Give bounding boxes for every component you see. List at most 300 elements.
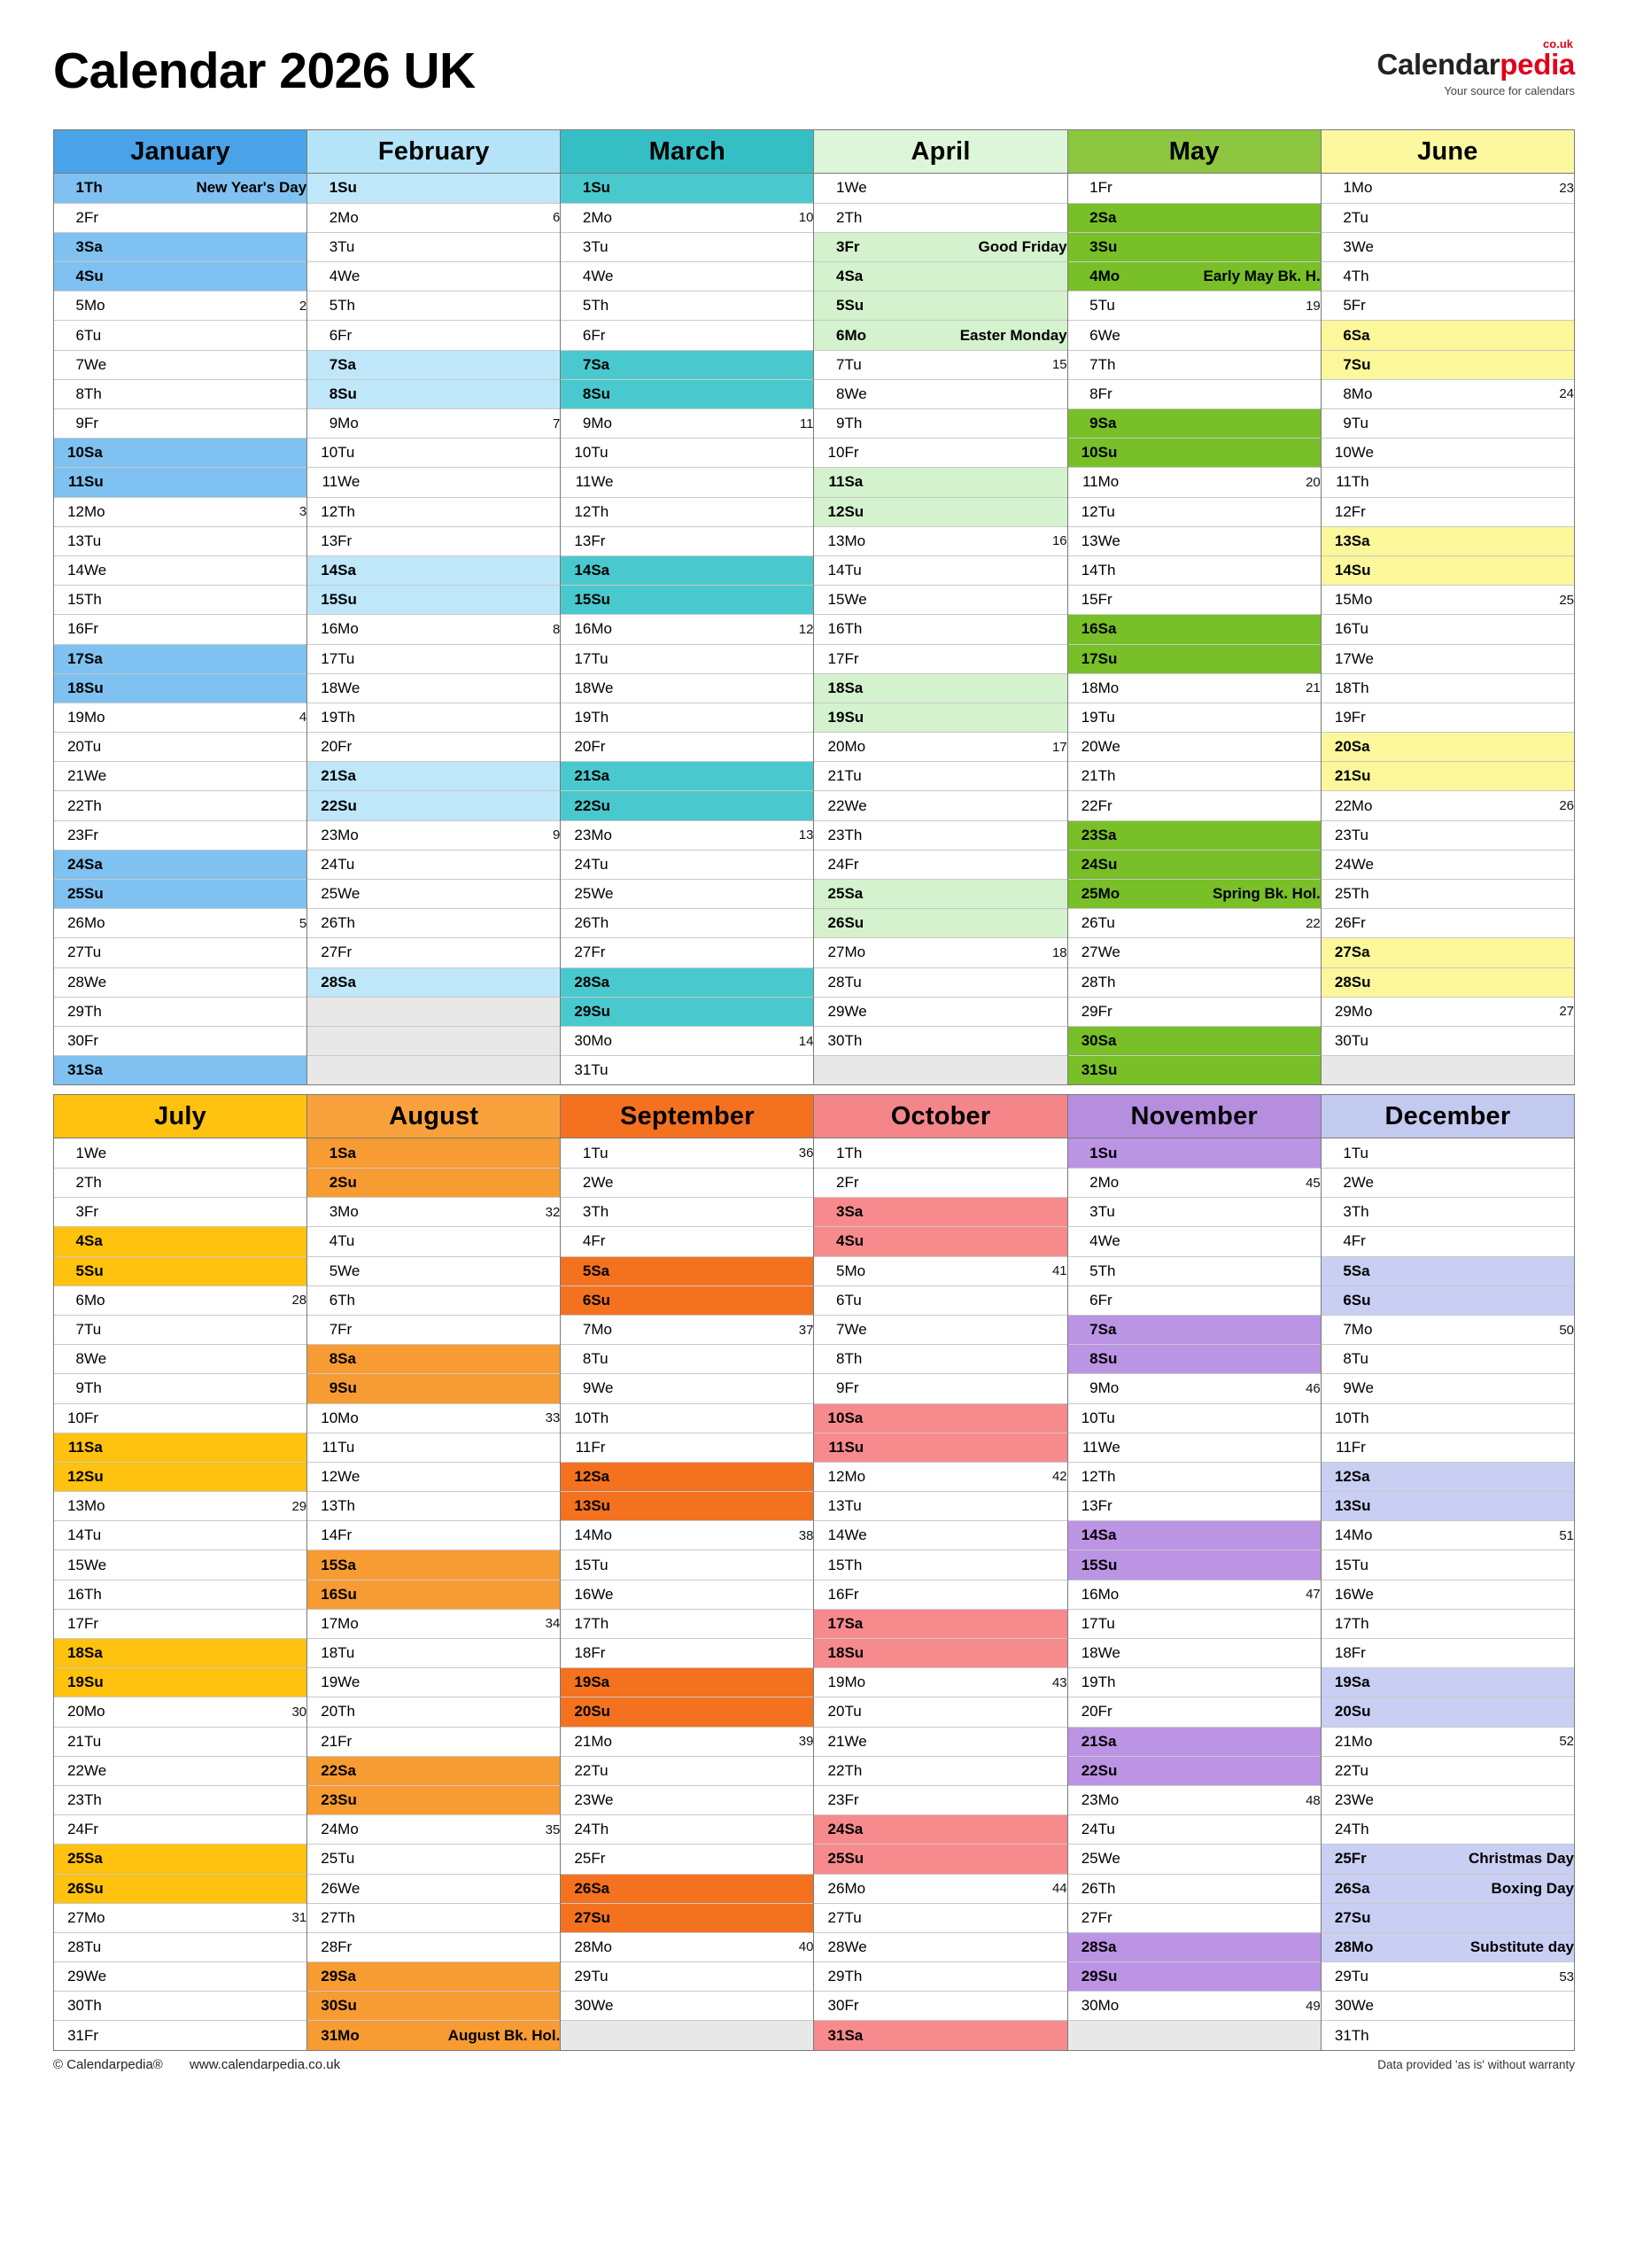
day-note-empty: [121, 1932, 306, 1961]
day-weekday: Mo: [844, 938, 881, 967]
day-weekday: Su: [337, 1992, 375, 2021]
day-weekday: Th: [591, 1815, 628, 1845]
day-note-empty: [1389, 1403, 1574, 1433]
day-note-empty: [628, 1056, 813, 1085]
day-weekday: Sa: [1352, 526, 1389, 555]
day-weekday: We: [337, 1668, 375, 1697]
day-row: [307, 1374, 560, 1403]
day-note-empty: [121, 1609, 306, 1638]
day-row: [54, 1668, 306, 1697]
day-note-empty: [1389, 1992, 1574, 2021]
day-weekday: Mo: [84, 497, 121, 526]
day-row: [1068, 468, 1321, 497]
day-note-empty: [375, 1285, 560, 1315]
day-note-empty: [628, 1668, 813, 1697]
day-weekday: Tu: [844, 1697, 881, 1727]
day-weekday: Sa: [591, 1256, 628, 1285]
day-note-empty: [1389, 1550, 1574, 1580]
day-weekday: Fr: [337, 1727, 375, 1756]
day-row: [1068, 203, 1321, 232]
day-weekday: Sa: [591, 762, 628, 791]
month-days-january: [54, 174, 306, 1085]
day-row: [561, 938, 813, 967]
day-note-empty: [375, 1492, 560, 1521]
day-row: [1322, 880, 1574, 909]
day-number: 7: [561, 350, 591, 379]
day-weekday: Sa: [1352, 938, 1389, 967]
brand-name-part1: Calendar: [1376, 48, 1500, 81]
week-number: 22: [1136, 909, 1321, 938]
day-note-empty: [1136, 938, 1321, 967]
day-weekday: Th: [1352, 1609, 1389, 1638]
day-weekday: Sa: [1098, 203, 1136, 232]
day-note-empty: [1136, 1639, 1321, 1668]
day-weekday: Fr: [844, 1580, 881, 1609]
day-row: [814, 1433, 1066, 1462]
day-holiday-label: Good Friday: [881, 232, 1066, 261]
day-row: [814, 1462, 1066, 1491]
day-number: 28: [814, 967, 844, 997]
day-number: 13: [1322, 526, 1352, 555]
day-note-empty: [375, 586, 560, 615]
day-number: 27: [1322, 938, 1352, 967]
day-number: 28: [1068, 967, 1098, 997]
day-note-empty: [121, 850, 306, 879]
day-weekday: Tu: [844, 1903, 881, 1932]
day-note-empty: [1389, 1256, 1574, 1285]
day-weekday: Sa: [844, 1198, 881, 1227]
day-row: [54, 703, 306, 732]
day-weekday: Th: [1352, 1198, 1389, 1227]
week-number: 40: [628, 1932, 813, 1961]
day-note-empty: [1389, 409, 1574, 439]
day-number: 8: [1322, 379, 1352, 408]
month-days-july: [54, 1138, 306, 2050]
day-row: [1322, 938, 1574, 967]
day-row: [561, 174, 813, 203]
day-number: 29: [814, 1962, 844, 1992]
day-note-empty: [1136, 1756, 1321, 1785]
day-weekday: Su: [844, 1639, 881, 1668]
day-weekday: Mo: [1352, 586, 1389, 615]
day-number: 16: [307, 615, 337, 644]
day-weekday: We: [1098, 1845, 1136, 1874]
day-number: 4: [1322, 262, 1352, 291]
day-weekday: Mo: [591, 1727, 628, 1756]
day-number: 18: [1322, 673, 1352, 703]
day-weekday: Sa: [84, 232, 121, 261]
day-row: [561, 1256, 813, 1285]
day-weekday: Th: [591, 1609, 628, 1638]
day-row: [307, 468, 560, 497]
day-row: [307, 1492, 560, 1521]
day-row: [561, 1756, 813, 1785]
day-weekday: Mo: [844, 1256, 881, 1285]
day-weekday: Tu: [337, 1639, 375, 1668]
day-weekday: Fr: [1352, 1227, 1389, 1256]
day-number: 19: [1322, 703, 1352, 732]
day-row: [561, 1992, 813, 2021]
day-number: 3: [1068, 1198, 1098, 1227]
day-row: [1322, 1756, 1574, 1785]
day-weekday: Su: [84, 262, 121, 291]
day-number: 7: [561, 1315, 591, 1344]
week-number: 20: [1136, 468, 1321, 497]
day-row: [307, 703, 560, 732]
day-weekday: Fr: [844, 1992, 881, 2021]
day-note-empty: [628, 174, 813, 203]
day-weekday: Th: [844, 1962, 881, 1992]
day-row: [307, 938, 560, 967]
day-weekday: Su: [844, 291, 881, 321]
day-number: 20: [561, 733, 591, 762]
day-row: [561, 1580, 813, 1609]
day-row: [1068, 321, 1321, 350]
day-weekday: Tu: [844, 1285, 881, 1315]
day-row: [307, 1962, 560, 1992]
day-number: 5: [54, 1256, 84, 1285]
day-cell-empty: [375, 997, 560, 1026]
day-note-empty: [881, 1932, 1066, 1961]
day-row: [561, 673, 813, 703]
day-note-empty: [121, 439, 306, 468]
day-weekday: Tu: [1352, 615, 1389, 644]
day-weekday: We: [1352, 232, 1389, 261]
day-row: [307, 2021, 560, 2050]
day-row: [54, 1056, 306, 1085]
day-number: 9: [814, 1374, 844, 1403]
week-number: 28: [121, 1285, 306, 1315]
day-row: [1068, 1227, 1321, 1256]
day-weekday: We: [1352, 1785, 1389, 1814]
day-weekday: We: [1352, 1169, 1389, 1198]
day-row: [54, 1845, 306, 1874]
day-number: 21: [307, 1727, 337, 1756]
day-note-empty: [121, 321, 306, 350]
day-note-empty: [1389, 1198, 1574, 1227]
day-note-empty: [1389, 1785, 1574, 1814]
day-row: [814, 1026, 1066, 1055]
day-weekday: Tu: [1098, 1815, 1136, 1845]
day-weekday: We: [591, 1580, 628, 1609]
day-weekday: Th: [1098, 350, 1136, 379]
day-row: [561, 439, 813, 468]
day-weekday: Su: [591, 174, 628, 203]
day-note-empty: [121, 1227, 306, 1256]
day-number: 19: [307, 703, 337, 732]
month-days-june: [1322, 174, 1574, 1085]
day-number: 13: [814, 1492, 844, 1521]
week-number: 45: [1136, 1169, 1321, 1198]
week-number: 4: [121, 703, 306, 732]
day-number: 1: [561, 174, 591, 203]
footer-website[interactable]: www.calendarpedia.co.uk: [190, 2056, 341, 2072]
day-weekday: Sa: [844, 468, 881, 497]
day-number: 13: [1322, 1492, 1352, 1521]
day-row: [1322, 174, 1574, 203]
day-weekday: Fr: [844, 850, 881, 879]
week-number: 43: [881, 1668, 1066, 1697]
day-weekday: We: [1352, 850, 1389, 879]
day-note-empty: [881, 997, 1066, 1026]
day-row: [1322, 762, 1574, 791]
day-number: 26: [814, 1874, 844, 1903]
day-row: [307, 820, 560, 850]
day-weekday: Mo: [1352, 1521, 1389, 1550]
day-row: [1068, 1315, 1321, 1344]
day-weekday: Sa: [844, 1403, 881, 1433]
day-note-empty: [121, 1198, 306, 1227]
day-number: 16: [1322, 615, 1352, 644]
day-row: [561, 1315, 813, 1344]
page-header: [53, 35, 1575, 120]
day-row: [1068, 850, 1321, 879]
day-weekday: Fr: [844, 1374, 881, 1403]
week-number: 2: [121, 291, 306, 321]
day-note-empty: [375, 791, 560, 820]
day-weekday: We: [337, 880, 375, 909]
day-row: [1068, 1845, 1321, 1874]
day-weekday: Th: [337, 909, 375, 938]
day-weekday: Mo: [844, 1462, 881, 1491]
day-row: [561, 468, 813, 497]
day-number: 4: [307, 1227, 337, 1256]
day-weekday: Th: [1352, 2021, 1389, 2050]
day-row: [814, 1492, 1066, 1521]
day-row: [54, 1285, 306, 1315]
day-weekday: Fr: [591, 526, 628, 555]
day-row: [561, 1815, 813, 1845]
day-number: 27: [1322, 1903, 1352, 1932]
day-number: 16: [814, 615, 844, 644]
day-weekday: Sa: [1098, 1521, 1136, 1550]
day-number: 9: [1322, 1374, 1352, 1403]
day-note-empty: [121, 967, 306, 997]
day-note-empty: [121, 1550, 306, 1580]
day-number: 19: [561, 703, 591, 732]
day-note-empty: [1389, 2021, 1574, 2050]
day-note-empty: [881, 1580, 1066, 1609]
day-weekday: Th: [591, 497, 628, 526]
day-number: 20: [307, 1697, 337, 1727]
day-weekday: Mo: [1352, 379, 1389, 408]
day-note-empty: [1389, 262, 1574, 291]
day-row: [307, 1992, 560, 2021]
day-row: [307, 1403, 560, 1433]
day-number: 29: [561, 1962, 591, 1992]
day-row: [561, 909, 813, 938]
day-number: 24: [1322, 850, 1352, 879]
day-row: [561, 1026, 813, 1055]
day-weekday: Tu: [591, 1345, 628, 1374]
day-weekday: Th: [1098, 1874, 1136, 1903]
day-note-empty: [881, 1697, 1066, 1727]
day-weekday: We: [337, 262, 375, 291]
day-row: [814, 850, 1066, 879]
day-note-empty: [628, 379, 813, 408]
day-row: [1068, 1138, 1321, 1168]
day-note-empty: [1136, 1056, 1321, 1085]
day-note-empty: [1389, 615, 1574, 644]
day-number: 11: [54, 1433, 84, 1462]
day-row: [307, 644, 560, 673]
day-row: [561, 820, 813, 850]
day-row: [1068, 526, 1321, 555]
day-note-empty: [1389, 1697, 1574, 1727]
day-row: [54, 1962, 306, 1992]
day-note-empty: [628, 733, 813, 762]
day-weekday: Mo: [1098, 1992, 1136, 2021]
day-row: [1068, 733, 1321, 762]
day-row: [54, 1639, 306, 1668]
day-weekday: Tu: [1352, 1026, 1389, 1055]
day-number: 4: [1068, 262, 1098, 291]
day-number: 19: [1068, 703, 1098, 732]
day-number: 14: [1322, 555, 1352, 585]
day-weekday: Fr: [1098, 1492, 1136, 1521]
day-number: 15: [307, 1550, 337, 1580]
day-number: 3: [1322, 1198, 1352, 1227]
day-row: [307, 1815, 560, 1845]
day-row: [54, 1227, 306, 1256]
day-note-empty: [628, 673, 813, 703]
day-number: 3: [1068, 232, 1098, 261]
day-number: 4: [54, 262, 84, 291]
day-weekday: Fr: [1352, 291, 1389, 321]
day-row: [1322, 291, 1574, 321]
brand-name: [1376, 48, 1575, 82]
day-row: [814, 1315, 1066, 1344]
day-note-empty: [375, 1433, 560, 1462]
day-number: 3: [1322, 232, 1352, 261]
day-row: [1068, 1403, 1321, 1433]
day-weekday: We: [1098, 1433, 1136, 1462]
day-weekday: Mo: [1352, 1932, 1389, 1961]
day-weekday: Su: [1352, 967, 1389, 997]
day-weekday: Tu: [591, 1962, 628, 1992]
day-note-empty: [628, 262, 813, 291]
day-number: 23: [54, 820, 84, 850]
day-weekday: Sa: [844, 262, 881, 291]
day-weekday: Mo: [337, 615, 375, 644]
day-row: [561, 1903, 813, 1932]
day-weekday: Mo: [337, 820, 375, 850]
day-note-empty: [375, 1992, 560, 2021]
day-note-empty: [628, 1962, 813, 1992]
day-weekday: Sa: [337, 1756, 375, 1785]
day-row: [1322, 909, 1574, 938]
day-row: [54, 1815, 306, 1845]
day-number: 3: [54, 232, 84, 261]
day-number: 16: [1068, 1580, 1098, 1609]
day-weekday: Tu: [1352, 1550, 1389, 1580]
day-weekday: We: [1098, 938, 1136, 967]
day-number: 2: [1322, 1169, 1352, 1198]
day-number: 6: [307, 321, 337, 350]
day-note-empty: [375, 909, 560, 938]
day-number: 3: [814, 232, 844, 261]
day-number: 30: [1068, 1026, 1098, 1055]
day-weekday: Mo: [1352, 1727, 1389, 1756]
day-number: 24: [307, 850, 337, 879]
day-number: 14: [1322, 1521, 1352, 1550]
day-number: 17: [814, 644, 844, 673]
day-number: 9: [1068, 409, 1098, 439]
day-weekday: Su: [1098, 1962, 1136, 1992]
day-note-empty: [1389, 673, 1574, 703]
day-cell-empty: [307, 1056, 337, 1085]
day-note-empty: [628, 1374, 813, 1403]
day-row: [814, 232, 1066, 261]
day-row: [54, 232, 306, 261]
day-note-empty: [121, 232, 306, 261]
day-weekday: Mo: [337, 1609, 375, 1638]
day-number: 3: [561, 232, 591, 261]
day-weekday: We: [337, 1462, 375, 1491]
day-number: 8: [54, 379, 84, 408]
day-row: [307, 1697, 560, 1727]
day-weekday: Su: [1098, 1756, 1136, 1785]
day-weekday: Th: [84, 791, 121, 820]
day-number: 22: [561, 791, 591, 820]
day-weekday: Sa: [844, 880, 881, 909]
day-weekday: Tu: [1098, 291, 1136, 321]
day-note-empty: [628, 1639, 813, 1668]
day-row: [561, 1492, 813, 1521]
day-weekday: Th: [337, 1285, 375, 1315]
day-note-empty: [881, 1492, 1066, 1521]
day-number: 30: [54, 1026, 84, 1055]
month-column-may: [1067, 174, 1321, 1086]
day-row: [561, 1845, 813, 1874]
day-row: [1068, 174, 1321, 203]
day-number: 7: [307, 1315, 337, 1344]
day-number: 16: [1068, 615, 1098, 644]
day-number: 8: [1322, 1345, 1352, 1374]
day-row: [54, 203, 306, 232]
day-row: [1068, 1815, 1321, 1845]
day-note-empty: [375, 762, 560, 791]
day-row: [814, 1521, 1066, 1550]
day-number: 21: [1322, 1727, 1352, 1756]
day-weekday: Sa: [844, 2021, 881, 2050]
day-note-empty: [1136, 1256, 1321, 1285]
day-weekday: Fr: [1352, 1639, 1389, 1668]
day-note-empty: [628, 762, 813, 791]
day-row: [814, 1169, 1066, 1198]
day-weekday: Th: [84, 379, 121, 408]
day-weekday: Su: [337, 1374, 375, 1403]
day-number: 5: [814, 291, 844, 321]
day-row: [814, 820, 1066, 850]
day-number: 18: [814, 673, 844, 703]
day-weekday: Sa: [1352, 321, 1389, 350]
day-row: [1322, 1639, 1574, 1668]
day-number: 16: [1322, 1580, 1352, 1609]
day-number: 15: [561, 1550, 591, 1580]
day-row-empty: [561, 2021, 813, 2050]
month-days-may: [1068, 174, 1321, 1085]
day-weekday: Su: [1352, 1492, 1389, 1521]
day-weekday: Th: [844, 409, 881, 439]
day-note-empty: [1389, 762, 1574, 791]
day-row: [814, 497, 1066, 526]
day-note-empty: [375, 1580, 560, 1609]
day-row: [1322, 262, 1574, 291]
month-header-february: February: [307, 130, 561, 174]
day-row: [54, 1433, 306, 1462]
week-number: 5: [121, 909, 306, 938]
